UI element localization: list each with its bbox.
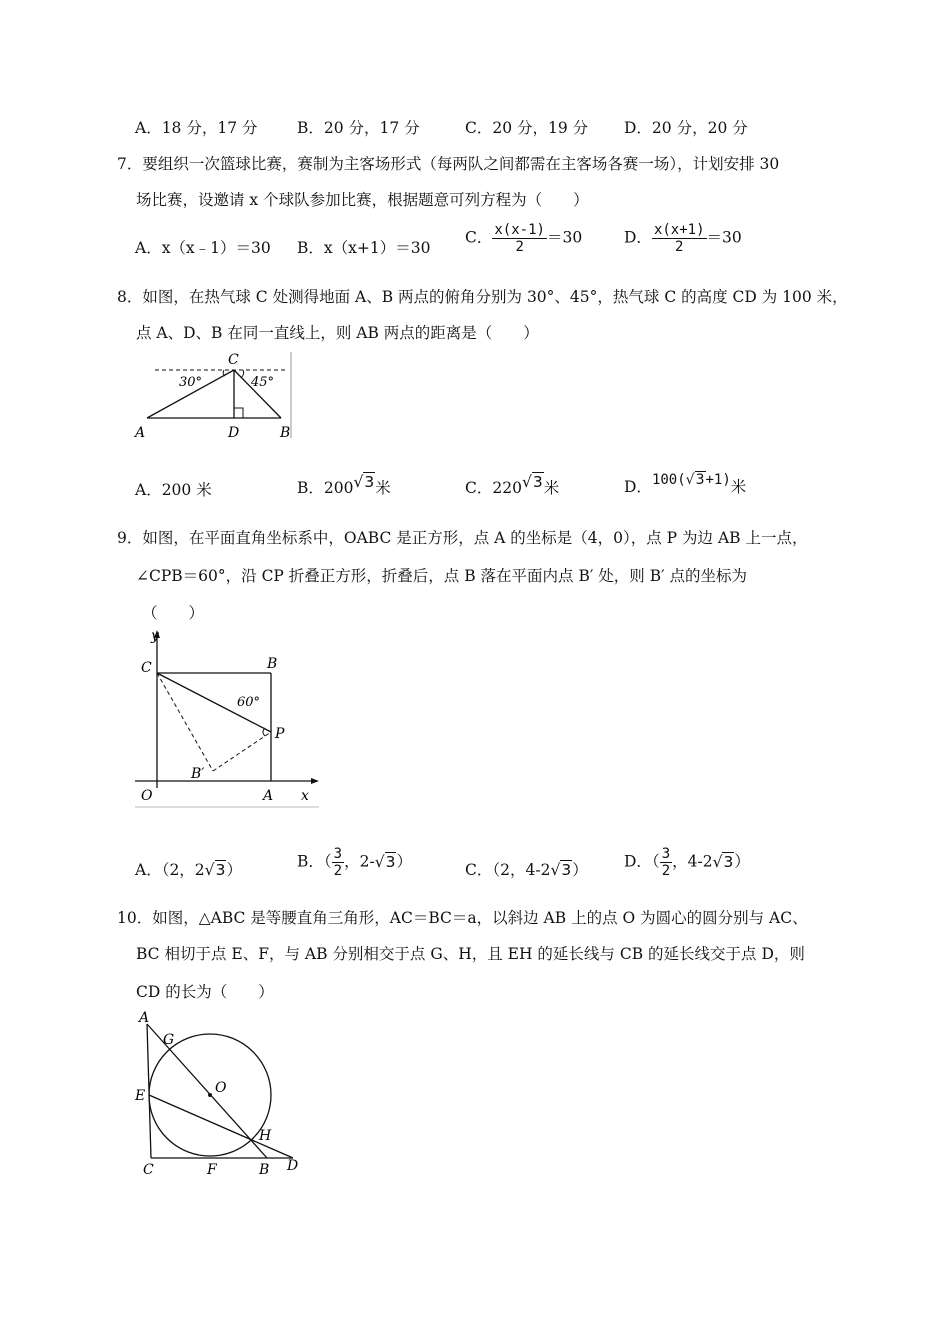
q8-option-b-prefix: B．200: [297, 479, 354, 497]
q7-option-b[interactable]: B．x（x+1）＝30: [297, 239, 431, 257]
q8-label-30: 30°: [179, 375, 203, 390]
q9-label-x: x: [301, 788, 309, 804]
q9-stem-line2: ∠CPB＝60°，沿 CP 折叠正方形，折叠后，点 B 落在平面内点 B′ 处，则 B′ 点的坐标为: [136, 567, 748, 585]
q9-option-a[interactable]: [135, 860, 242, 880]
q8-label-a: A: [135, 425, 146, 441]
q8-label-d: D: [228, 425, 240, 441]
q7-option-d-suffix: ＝30: [706, 228, 742, 247]
q9-option-a-radicand: 3: [215, 861, 226, 879]
q8-label-45: 45°: [251, 375, 275, 390]
q10-figure: [133, 1008, 305, 1178]
q8-label-c: C: [228, 352, 239, 368]
q7-option-c-suffix: ＝30: [546, 228, 583, 247]
q9-option-b-mid: ，2-: [344, 852, 375, 871]
q9-option-b-denominator: 2: [333, 863, 343, 879]
q9-option-d-denominator: 2: [661, 863, 671, 879]
q9-label-y: y: [151, 628, 159, 644]
q10-label-e: E: [135, 1088, 146, 1104]
q10-label-b: B: [259, 1162, 270, 1178]
q6-option-d[interactable]: D．20 分，20 分: [624, 119, 748, 137]
q9-option-b-numerator: 3: [333, 846, 343, 862]
q9-option-a-sqrt: √3: [204, 861, 226, 879]
q9-label-b: B: [267, 656, 278, 672]
q9-option-c[interactable]: [465, 860, 588, 880]
q8-option-b-radicand: 3: [364, 473, 375, 491]
q10-label-g: G: [163, 1032, 175, 1048]
q10-label-f: F: [207, 1162, 217, 1178]
q7-option-d-denominator: 2: [675, 239, 684, 255]
q9-option-c-sqrt: √3: [550, 861, 572, 879]
q7-option-d-fraction: [652, 222, 707, 255]
q8-option-d-sqrt: √3: [685, 472, 705, 488]
q8-option-d-prefix: D．: [624, 478, 652, 496]
q10-center-dot: [208, 1093, 212, 1097]
q9-option-d-mid: ，4-2: [672, 852, 713, 871]
q10-stem-line2: BC 相切于点 E、F，与 AB 分别相交于点 G、H，且 EH 的延长线与 CB 的延长线交于点 D，则: [136, 945, 805, 963]
q9-option-d-suffix: ）: [734, 852, 750, 871]
q10-stem-line1: 10．如图，△ABC 是等腰直角三角形，AC＝BC＝a，以斜边 AB 上的点 O 为圆心的圆分别与 AC、: [117, 909, 808, 927]
q8-stem-line1: 8．如图，在热气球 C 处测得地面 A、B 两点的俯角分别为 30°、45°，热气球 C 的高度 CD 为 100 米，: [117, 288, 848, 306]
q8-option-c-prefix: C．220: [465, 479, 522, 497]
q8-option-d-suffix: 米: [730, 478, 747, 496]
q8-option-c-sqrt: √3: [521, 473, 543, 491]
q7-option-a[interactable]: A．x（x﹣1）＝30: [135, 239, 271, 257]
q10-label-a: A: [139, 1010, 150, 1026]
q8-option-c-suffix: 米: [543, 479, 560, 497]
q9-label-bprime: B′: [191, 766, 205, 782]
q9-label-p: P: [275, 726, 285, 742]
q8-option-c-radicand: 3: [532, 473, 543, 491]
q8-option-a[interactable]: A．200 米: [135, 481, 212, 499]
q7-option-c-denominator: 2: [515, 239, 524, 255]
q10-label-h: H: [259, 1128, 272, 1144]
q9-option-b-radicand: 3: [385, 852, 396, 871]
q9-label-60: 60°: [237, 695, 261, 710]
q6-option-b[interactable]: B．20 分，17 分: [297, 119, 420, 137]
q9-option-d-sqrt: √3: [712, 852, 734, 871]
q9-option-b-sqrt: √3: [374, 852, 396, 871]
q8-option-c[interactable]: [465, 472, 559, 498]
q7-option-d-numerator: x(x+1): [653, 222, 705, 238]
q7-option-c-fraction: [492, 222, 547, 255]
q9-label-o: O: [141, 788, 153, 804]
q10-label-d: D: [287, 1158, 299, 1174]
q9-option-b-fraction: [332, 846, 344, 879]
q9-option-c-prefix: C．（2，4-2: [465, 861, 551, 879]
q9-figure: [133, 628, 323, 808]
q8-option-d-radicand: 3: [695, 472, 705, 488]
q6-option-a[interactable]: A．18 分，17 分: [135, 119, 258, 137]
q9-option-d-fraction: [660, 846, 672, 879]
q9-option-d-prefix: D．（: [624, 852, 660, 871]
q9-option-c-radicand: 3: [561, 861, 572, 879]
q9-option-a-prefix: A．（2，2: [135, 861, 205, 879]
q9-option-b[interactable]: [297, 846, 412, 879]
q9-option-d-numerator: 3: [661, 846, 671, 862]
q7-option-c-numerator: x(x-1): [494, 222, 545, 238]
q9-dashed-bpp: [213, 732, 271, 771]
q7-option-c[interactable]: [465, 222, 582, 255]
q10-line-ed: [149, 1095, 293, 1158]
q9-option-b-suffix: ）: [396, 852, 412, 871]
q7-option-d-prefix: D．: [624, 228, 652, 247]
q7-stem-line1: 7．要组织一次篮球比赛，赛制为主客场形式（每两队之间都需在主客场各赛一场），计划安排 30: [117, 155, 780, 173]
q10-label-o: O: [215, 1080, 227, 1096]
q8-option-b-suffix: 米: [375, 479, 391, 497]
q10-stem-line3: CD 的长为（ ）: [136, 983, 274, 1001]
q8-label-b: B: [280, 425, 291, 441]
q7-stem-line2: 场比赛，设邀请 x 个球队参加比赛，根据题意可列方程为（ ）: [136, 191, 589, 209]
q9-x-arrow: [311, 778, 319, 784]
q9-option-c-suffix: ）: [572, 861, 588, 879]
q8-option-b[interactable]: [297, 472, 391, 498]
q7-option-d[interactable]: [624, 222, 742, 255]
q6-option-c[interactable]: C．20 分，19 分: [465, 119, 589, 137]
q8-option-d-expr-b: +1): [705, 472, 731, 488]
q8-option-d[interactable]: [624, 470, 746, 497]
q7-option-c-prefix: C．: [465, 228, 493, 247]
q9-option-a-suffix: ）: [226, 861, 242, 879]
q9-label-c: C: [141, 660, 152, 676]
q9-stem-line3: （ ）: [142, 604, 205, 622]
q8-right-angle-mark: [234, 408, 243, 418]
q8-option-d-expr-a: 100(: [651, 472, 686, 488]
q8-stem-line2: 点 A、D、B 在同一直线上，则 AB 两点的距离是（ ）: [136, 324, 539, 342]
q9-stem-line1: 9．如图，在平面直角坐标系中，OABC 是正方形，点 A 的坐标是（4，0），点 P 为边 AB 上一点，: [117, 529, 808, 547]
q8-option-b-sqrt: √3: [353, 473, 375, 491]
q10-label-c: C: [143, 1162, 154, 1178]
q9-option-b-prefix: B．（: [297, 852, 332, 871]
q9-option-d[interactable]: [624, 846, 750, 879]
q8-figure: [133, 350, 295, 442]
q9-label-a: A: [263, 788, 274, 804]
q9-option-d-radicand: 3: [723, 852, 734, 871]
